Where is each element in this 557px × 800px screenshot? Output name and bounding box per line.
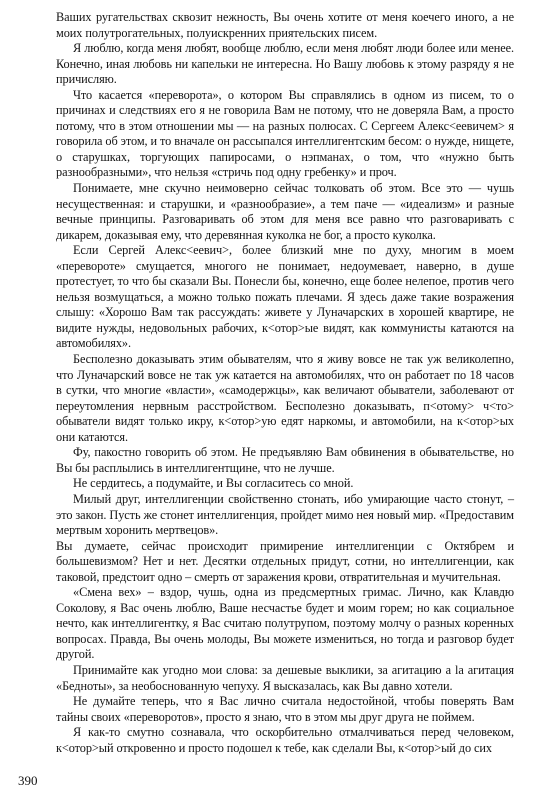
paragraph-9: Милый друг, интеллигенции свойственно стонать, ибо умирающие часто стонут, – это закон. Пусть же стонет интеллигенция, пройдет мимо нея новый мир. «Предоставим мертвым хоронить мертвецов». — [56, 491, 514, 538]
paragraph-6: Бесполезно доказывать этим обывателям, что я живу вовсе не так уж великолепно, что Луначарский вовсе не так уж катается на автомобилях, что он работает по 18 часов в сутки, что многие «власти», «самодержцы», как величают обыватели, заболевают от переутомления нервным расстройством. Бесполезно доказывать, п<отому> ч<то> обыватели видят только икру, к<отор>ую едят наркомы, и автомобили, на к<отор>ых они катаются. — [56, 352, 514, 444]
paragraph-2: Я люблю, когда меня любят, вообще люблю, если меня любят люди более или менее. Конечно, иная любовь ни капельки не интересна. Но Вашу любовь к этому разряду я не причисляю. — [56, 41, 514, 87]
paragraph-10: Вы думаете, сейчас происходит примирение интеллигенции с Октябрем и большевизмом? Нет и нет. Десятки отдельных придут, сотни, но интеллигенции, как таковой, предстоит одно – смерть от заражения крови, отвратительная и мучительная. — [56, 538, 514, 584]
paragraph-3: Что касается «переворота», о котором Вы справлялись в одном из писем, то о причинах и следствиях его я не говорила Вам не потому, что не доверяла Вам, а просто потому, что в этом отношении мы — на разных полюсах. С Сергеем Алекс<еевичем> я говорила об этом, и то вначале он рассыпался интеллигентским бесом: о нужде, нищете, о старушках, торгующих папиросами, о нэпманах, о том, что «нужно быть разнообразными», что нельзя «стричь под одну гребенку» и проч. — [56, 87, 514, 180]
paragraph-12: Принимайте как угодно мои слова: за дешевые выклики, за агитацию a la агитация «Бедноты», за необоснованную чепуху. Я высказалась, как Вы давно хотели. — [56, 662, 514, 693]
paragraph-8: Не сердитесь, а подумайте, и Вы согласитесь со мной. — [73, 476, 354, 491]
paragraph-7: Фу, пакостно говорить об этом. Не предъявляю Вам обвинения в обывательстве, но Вы бы расплылись в интеллигентщине, что не лучше. — [56, 445, 514, 475]
paragraph-5: Если Сергей Алекс<еевич>, более близкий мне по духу, многим в моем «перевороте» смущается, многого не понимает, недоумевает, наверно, в душе протестует, то что бы сказали Вы. Понесли бы, конечно, еще более нелепое, против чего нельзя возмущаться, а можно только пожать плечами. Я здесь даже такие возражения слышу: «Хорошо Вам так рассуждать: живете у Луначарских в хорошей квартире, не видите нужды, недовольных рабочих, к<отор>ые видят, как коммунисты катаются на автомобилях». — [56, 243, 514, 351]
paragraph-1: Ваших ругательствах сквозит нежность, Вы очень хотите от меня коечего иного, а не моих полутрогательных, полуискренних приятельских писем. — [56, 10, 514, 40]
paragraph-14: Я как-то смутно сознавала, что оскорбительно отмалчиваться перед человеком, к<отор>ый откровенно и просто подошел к тебе, как сделали Вы, к<отор>ый до сих — [56, 725, 514, 755]
paragraph-13: Не думайте теперь, что я Вас лично считала недостойной, чтобы поверять Вам тайны своих «переворотов», просто я знаю, что в этом мы друг друга не поймем. — [56, 694, 514, 724]
paragraph-4: Понимаете, мне скучно неимоверно сейчас толковать об этом. Все это — чушь несущественная: и старушки, и «разнообразие», а тем паче — «идеализм» и разные вечные принципы. Разговаривать об этом для меня все равно что разговаривать с дикарем, доказывая ему, что деревянная куколка не бог, а просто куколка. — [56, 181, 514, 242]
page-number: 390 — [18, 773, 38, 788]
body-text — [56, 10, 514, 756]
paragraph-11: «Смена вех» – вздор, чушь, одна из предсмертных гримас. Лично, как Клавдю Соколову, я Вас очень люблю, Ваше несчастье будет и моим горем; но как социальное нечто, как интеллигентку, я Вас считаю полутрупом, поэтому молчу о разных коренных вопросах. Правда, Вы очень молоды, Вы можете измениться, но тогда и разговор будет другой. — [56, 585, 514, 662]
